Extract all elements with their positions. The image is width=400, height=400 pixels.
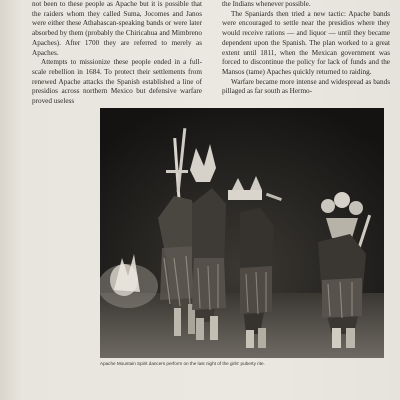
paragraph: not been to these people as Apache but it is possible that the raiders whom they called Suma, Jocomes and Janos were either these Athabascan-speaking bands or were later absorbed by them (probably the Chiricahua and Mimbreno Apaches). After 1700 they are referred to merely as Apaches. <box>32 0 202 57</box>
paragraph: the Indians whenever possible. <box>222 0 311 8</box>
paragraph: Attempts to missionize these people ended in a full-scale rebellion in 1684. To protect their settlements from renewed Apache attacks the Spanish established a line of presidios across northern Mexico but defensive warfare proved useless <box>32 58 202 106</box>
photo-illustration <box>100 108 384 358</box>
dancers-photograph <box>100 108 384 358</box>
paragraph: Warfare became more intense and widespread as bands pillaged as far south as Hermo- <box>222 77 390 96</box>
photo-caption: Apache Mountain Spirit dancers perform on the last night of the girls' puberty rite. <box>100 361 265 366</box>
paragraph: The Spaniards then tried a new tactic: Apache bands were encouraged to settle near the presidios where they would receive rations — and liquor — until they became dependent upon the Spanish. The plan worked to a great extent until 1811, when the Mexican government was forced to discontinue the policy for lack of funds and the Mansos (tame) Apaches quickly returned to raiding. <box>222 9 390 76</box>
text-column-left <box>32 0 202 107</box>
text-column-right <box>222 0 390 97</box>
